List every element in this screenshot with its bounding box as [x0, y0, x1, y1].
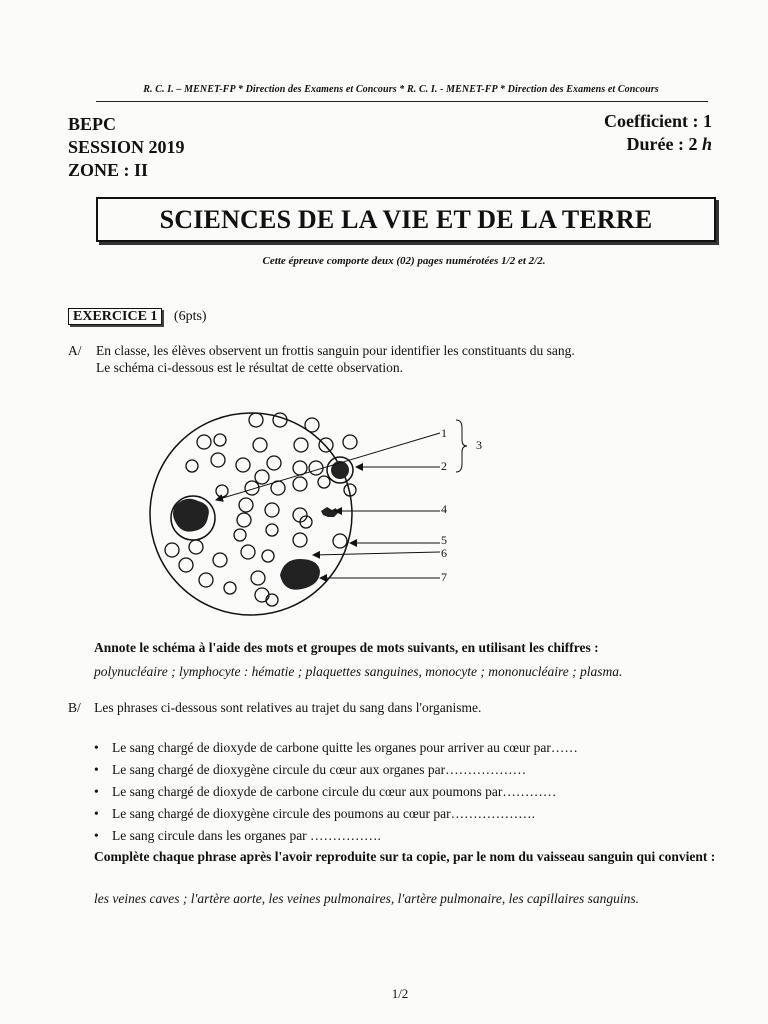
red-blood-cell — [213, 553, 227, 567]
red-blood-cell — [255, 588, 269, 602]
list-item: • Le sang chargé de dioxyde de carbone quitte les organes pour arriver au cœur par…… — [94, 737, 578, 759]
monocyte-cell — [280, 559, 320, 590]
red-blood-cell — [239, 498, 253, 512]
label-3: 3 — [476, 438, 482, 452]
red-blood-cell — [318, 476, 330, 488]
platelets — [321, 507, 338, 517]
duration-unit: h — [701, 134, 712, 154]
red-blood-cell — [216, 485, 228, 497]
red-blood-cell — [224, 582, 236, 594]
part-b-intro — [68, 700, 481, 716]
label-brace — [456, 420, 467, 472]
red-blood-cell — [186, 460, 198, 472]
red-blood-cell — [165, 543, 179, 557]
red-blood-cell — [249, 413, 263, 427]
part-a-mark: A/ — [68, 343, 82, 358]
pages-note: Cette épreuve comporte deux (02) pages numérotées 1/2 et 2/2. — [262, 255, 546, 267]
red-blood-cell — [309, 461, 323, 475]
red-blood-cell — [211, 453, 225, 467]
red-blood-cell — [293, 477, 307, 491]
part-a-line-1: En classe, les élèves observent un frottis sanguin pour identifier les constituants du sang. — [96, 343, 575, 358]
red-blood-cell — [199, 573, 213, 587]
page-number: 1/2 — [391, 986, 409, 1001]
red-blood-cell — [197, 435, 211, 449]
red-blood-cell — [255, 470, 269, 484]
red-blood-cell — [266, 524, 278, 536]
red-blood-cell — [305, 418, 319, 432]
red-blood-cell — [319, 438, 333, 452]
pointer-6 — [313, 552, 440, 555]
part-a-line-2: Le schéma ci-dessous est le résultat de cette observation. — [96, 360, 404, 375]
sentence-list — [94, 737, 578, 847]
exercise-label: EXERCICE 1 — [68, 308, 162, 325]
part-b-intro-text: Les phrases ci-dessous sont relatives au trajet du sang dans l'organisme. — [94, 700, 482, 715]
coefficient: Coefficient : 1 — [604, 111, 712, 131]
list-item: • Le sang chargé de dioxygène circule des poumons au cœur par………………. — [94, 803, 578, 825]
red-blood-cell — [253, 438, 267, 452]
red-blood-cell — [251, 571, 265, 585]
red-blood-cell — [179, 558, 193, 572]
red-blood-cell — [241, 545, 255, 559]
part-b-mark: B/ — [68, 700, 81, 715]
exam-name: BEPC — [68, 114, 117, 134]
word-list-a: polynucléaire ; lymphocyte : hématie ; plaquettes sanguines, monocyte ; mononucléaire ; plasma. — [94, 664, 623, 679]
list-item: • Le sang chargé de dioxyde de carbone circule du cœur aux poumons par………… — [94, 781, 578, 803]
label-7: 7 — [441, 570, 447, 584]
polynuclear-cell — [171, 496, 215, 540]
red-blood-cell — [236, 458, 250, 472]
duration-label: Durée : 2 — [626, 134, 698, 154]
red-blood-cell — [265, 503, 279, 517]
instruction-a: Annote le schéma à l'aide des mots et groupes de mots suivants, en utilisant les chiffres : — [94, 640, 599, 655]
red-blood-cell — [234, 529, 246, 541]
red-blood-cell — [237, 513, 251, 527]
exam-zone: ZONE : II — [68, 160, 149, 180]
red-blood-cell — [262, 550, 274, 562]
list-item: • Le sang circule dans les organes par ……………. — [94, 825, 578, 847]
red-blood-cell — [266, 594, 278, 606]
label-1: 1 — [441, 426, 447, 440]
red-blood-cell — [294, 438, 308, 452]
red-blood-cell — [214, 434, 226, 446]
list-item: • Le sang chargé de dioxygène circule du cœur aux organes par……………… — [94, 759, 578, 781]
instruction-b: Complète chaque phrase après l'avoir reproduite sur ta copie, par le nom du vaisseau sanguin qui convient : — [94, 849, 716, 864]
red-blood-cell — [267, 456, 281, 470]
red-blood-cell — [189, 540, 203, 554]
lymphocyte-cell — [327, 457, 353, 483]
red-blood-cell — [273, 413, 287, 427]
ministry-header-line: R. C. I. – MENET-FP * Direction des Examens et Concours * R. C. I. - MENET-FP * Direction des Examens et Concours — [143, 84, 659, 95]
exam-session: SESSION 2019 — [68, 137, 185, 157]
red-blood-cell — [333, 534, 347, 548]
subject-title: SCIENCES DE LA VIE ET DE LA TERRE — [96, 197, 716, 242]
word-list-b: les veines caves ; l'artère aorte, les veines pulmonaires, l'artère pulmonaire, les capillaires sanguins. — [94, 891, 640, 906]
exercise-points: (6pts) — [173, 309, 207, 324]
label-5: 5 — [441, 533, 447, 547]
red-blood-cell — [343, 435, 357, 449]
red-blood-cell — [293, 533, 307, 547]
label-4: 4 — [441, 502, 447, 516]
label-6: 6 — [441, 546, 447, 560]
label-2: 2 — [441, 459, 447, 473]
